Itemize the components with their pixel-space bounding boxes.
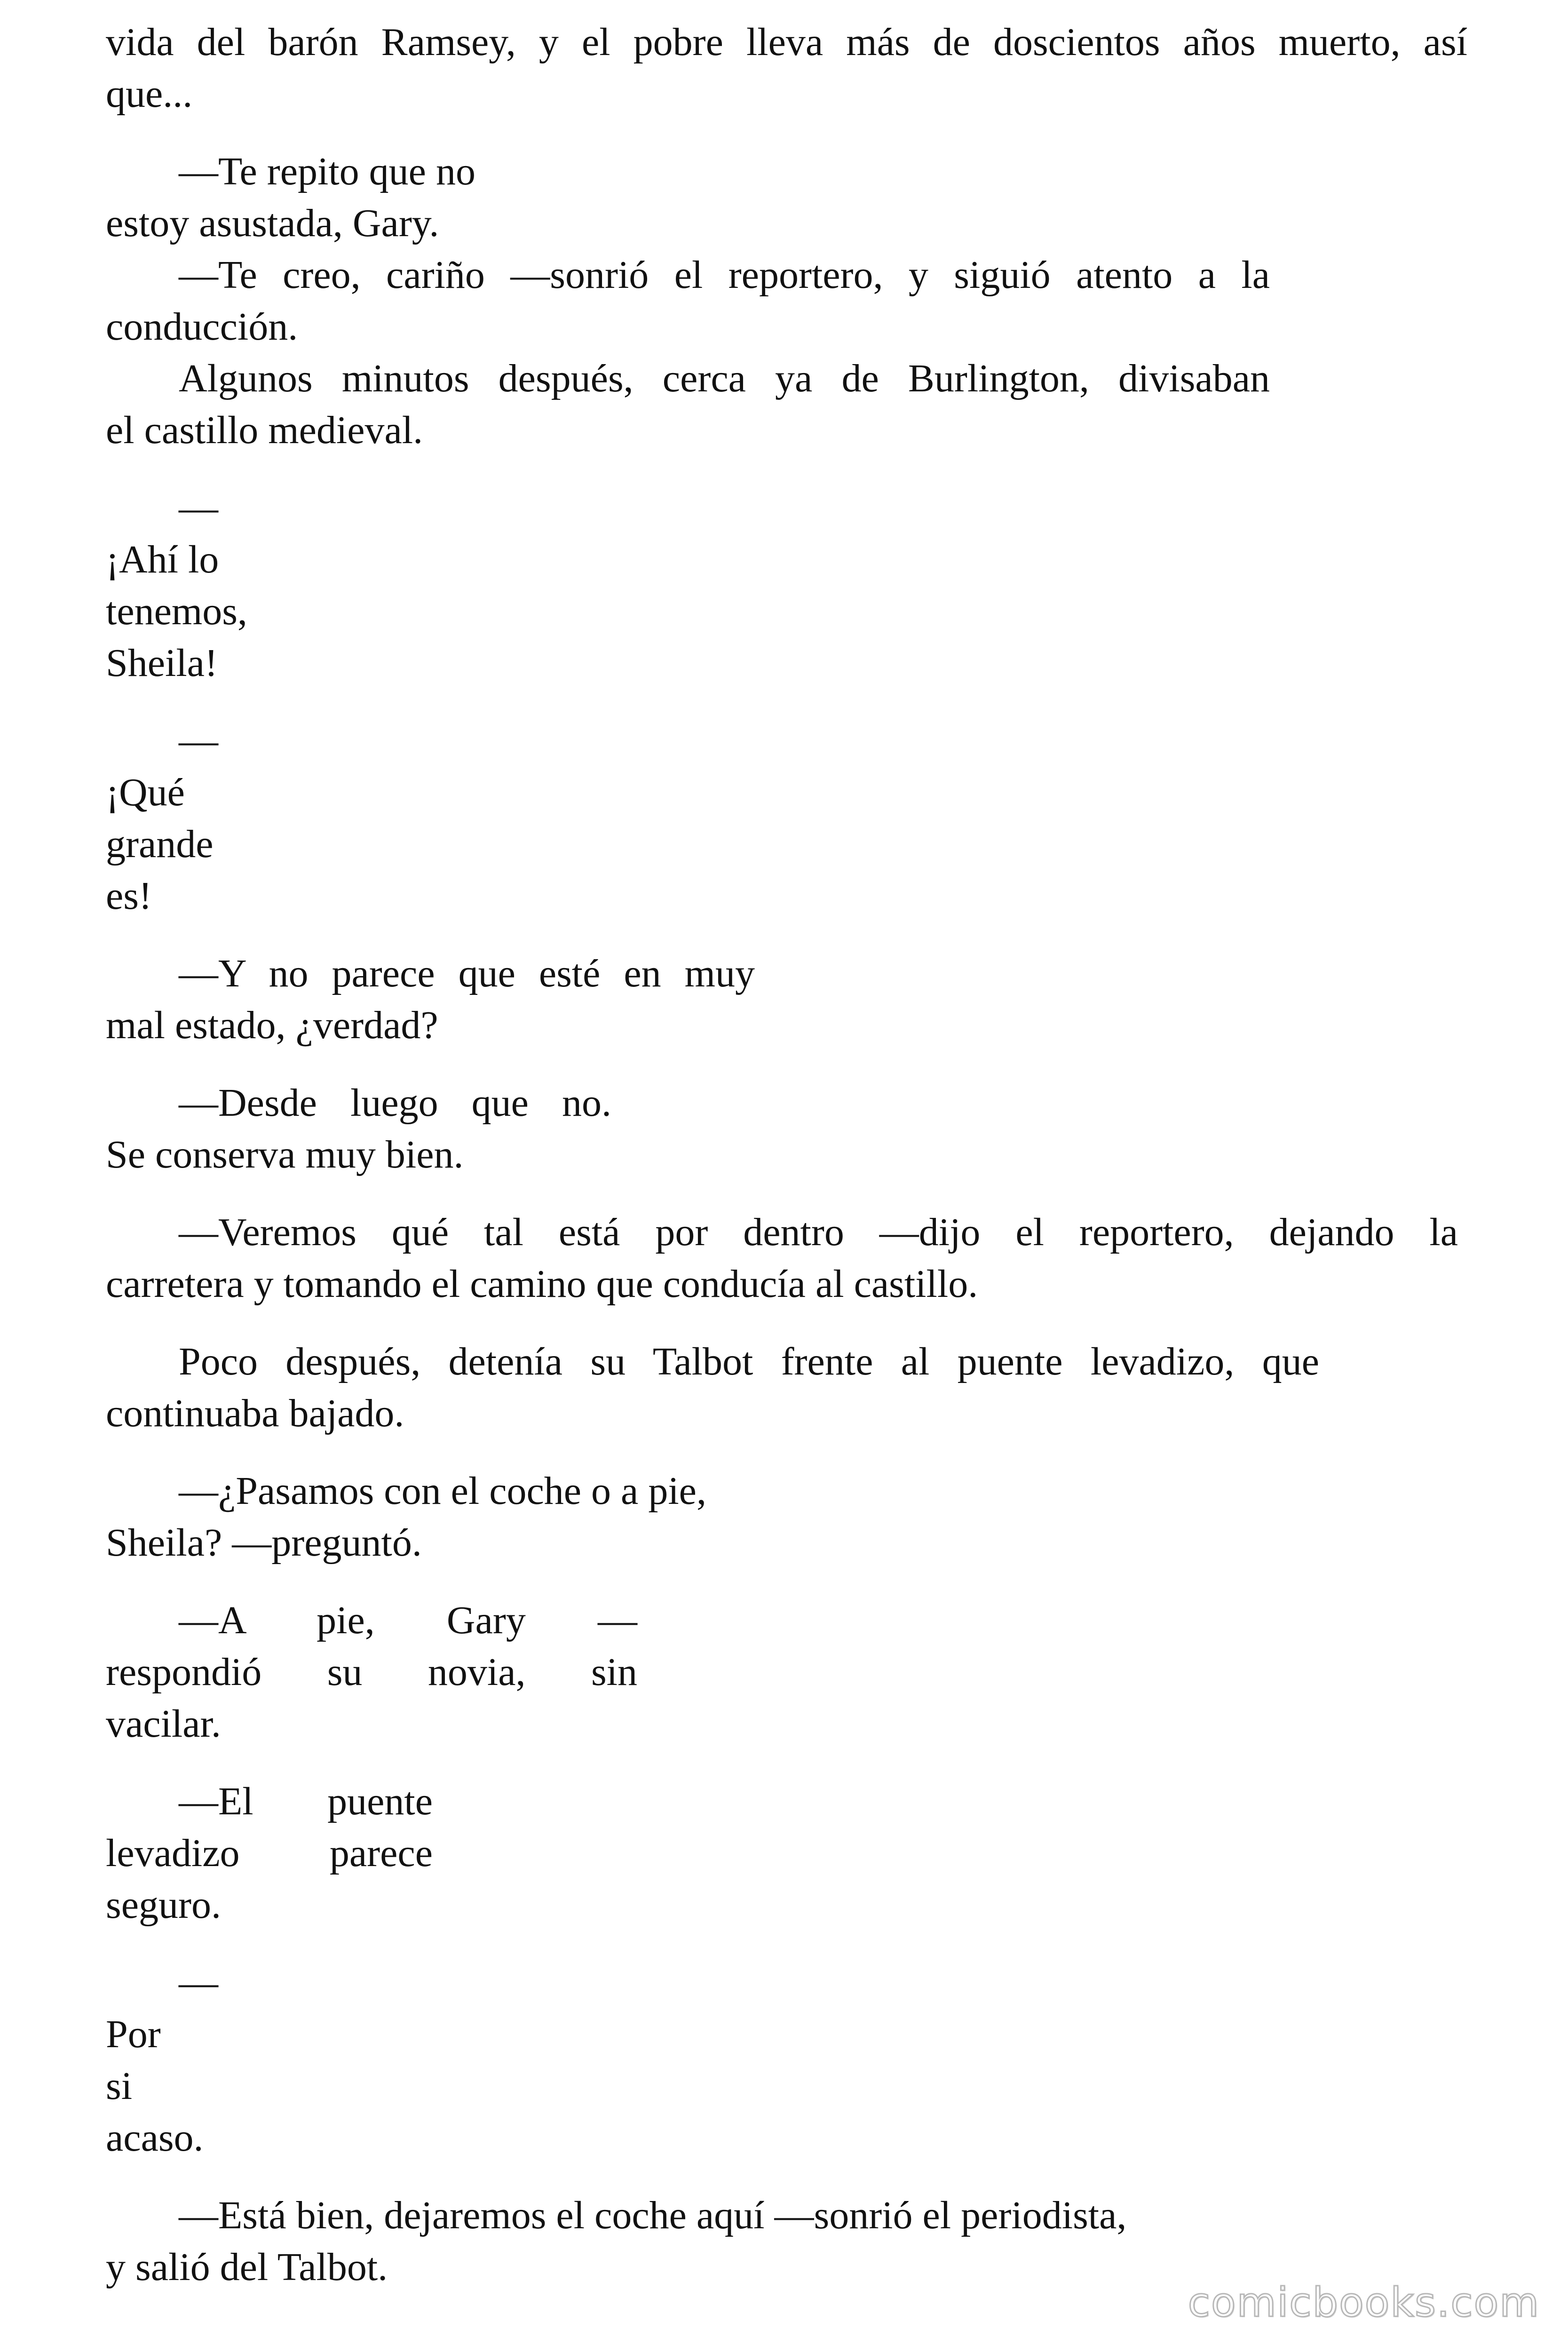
text-line: que... bbox=[106, 72, 193, 116]
text-line: estoy asustada, Gary. bbox=[106, 201, 439, 245]
text-line: —Veremos qué tal está por dentro —dijo el reportero, dejando la bbox=[179, 1210, 1458, 1254]
text-line: conducción. bbox=[106, 305, 298, 349]
text-line: continuaba bajado. bbox=[106, 1391, 404, 1435]
text-line: si bbox=[106, 2064, 133, 2108]
text-line: Algunos minutos después, cerca ya de Burlington, divisaban bbox=[179, 357, 1270, 400]
text-line: —Y no parece que esté en muy bbox=[179, 952, 755, 995]
text-line: —Te creo, cariño —sonrió el reportero, y siguió atento a la bbox=[179, 253, 1270, 297]
text-line: —Desde luego que no. bbox=[179, 1081, 611, 1125]
text-line: y salió del Talbot. bbox=[106, 2245, 388, 2289]
text-line: Se conserva muy bien. bbox=[106, 1133, 464, 1176]
text-line: grande bbox=[106, 822, 214, 866]
watermark: comicbooks.com bbox=[1188, 2279, 1540, 2326]
text-line: ¡Qué bbox=[106, 771, 185, 814]
text-line: es! bbox=[106, 874, 152, 918]
text-line: —El puente bbox=[179, 1780, 433, 1823]
text-line: Poco después, detenía su Talbot frente al puente levadizo, que bbox=[179, 1340, 1319, 1383]
text-line: Por bbox=[106, 2012, 161, 2056]
text-line: respondió su novia, sin bbox=[106, 1650, 637, 1694]
text-line: — bbox=[179, 719, 218, 763]
text-line: —¿Pasamos con el coche o a pie, bbox=[179, 1469, 706, 1513]
text-line: vida del barón Ramsey, y el pobre lleva más de doscientos años muerto, así bbox=[106, 20, 1467, 64]
text-line: el castillo medieval. bbox=[106, 408, 423, 452]
text-line: Sheila? —preguntó. bbox=[106, 1521, 422, 1565]
text-line: levadizo parece bbox=[106, 1831, 433, 1875]
text-line: acaso. bbox=[106, 2116, 204, 2160]
text-line: vacilar. bbox=[106, 1702, 221, 1746]
text-line: tenemos, bbox=[106, 589, 247, 633]
text-line: — bbox=[179, 1961, 218, 2004]
text-line: carretera y tomando el camino que conducía al castillo. bbox=[106, 1262, 978, 1306]
text-line: —Te repito que no bbox=[179, 150, 475, 193]
text-line: Sheila! bbox=[106, 641, 218, 685]
text-line: mal estado, ¿verdad? bbox=[106, 1003, 438, 1047]
text-line: — bbox=[179, 486, 218, 530]
text-line: ¡Ahí lo bbox=[106, 538, 219, 581]
text-line: —A pie, Gary — bbox=[179, 1598, 637, 1642]
text-line: seguro. bbox=[106, 1883, 221, 1927]
text-line: —Está bien, dejaremos el coche aquí —sonrió el periodista, bbox=[179, 2193, 1127, 2237]
